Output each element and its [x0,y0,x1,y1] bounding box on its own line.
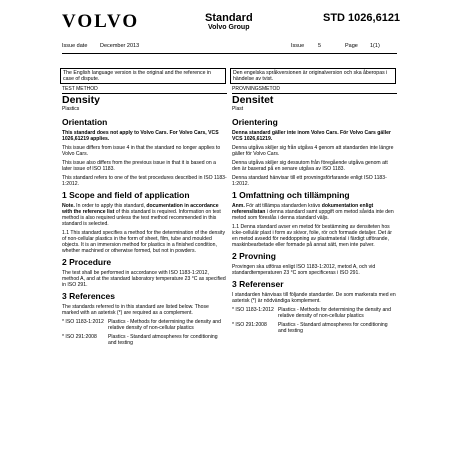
standard-label: Standard [205,12,253,24]
reference-code: * ISO 1183-1:2012 [232,307,274,313]
reference-code: * ISO 1183-1:2012 [62,319,104,325]
note-rest: of this standard is required. Information on test method is also required unless the test method recommended in this standard is selected. [62,209,221,227]
header-divider [62,53,397,54]
group-label: Volvo Group [208,24,250,31]
document-subtitle: Plastics [62,106,80,112]
paragraph: The standards referred to in this standard are listed below. Those marked with an asterisk (*) are required as a complement. [62,304,209,316]
note-rest: i denna standard samt uppgift om metod såvida inte den metod som föreslås i denna standard väljs. [232,209,394,221]
paragraph: Provingen ska utföras enligt ISO 1183-1:2012, metod A, och vid standardtemperaturen 23 °C som specificeras i ISO 291. [232,264,376,276]
note-emphasis: documentation in accordance with the reference list [62,203,219,215]
note-text: In order to apply this standard, [74,203,147,209]
section-heading-references: 3 Referenser [232,279,284,289]
reference-item [62,319,227,331]
section-heading-procedure: 2 Procedure [62,257,112,267]
section-heading-procedure: 2 Provning [232,251,276,261]
reference-title: Plastics - Standard atmospheres for conditioning and testing [108,334,218,346]
note-text: För att tillämpa standarden krävs [244,203,322,209]
note-label: Note. [62,203,75,209]
page-label: Page [345,43,358,49]
section-heading-scope: 1 Omfattning och tillämpning [232,190,350,200]
paragraph: 1.1 Denna standard avser en metod för bestämning av densiteten hos icke-cellulär plast i form av skivor, folie, rör och formade detaljer. Det är en metod avsedd för neddoppning av plastmaterial i färdigt utförande, maskinbearbetade eller formade på annat sätt, men inte pulver. [232,224,392,248]
standard-number: STD 1026,6121 [323,12,401,24]
section-heading-orientation: Orientering [232,117,278,127]
notice-box-en: The English language version is the original and the reference in case of dispute. [60,68,226,84]
note-emphasis: dokumentation enligt referenslistan [232,203,374,215]
document-title: Densitet [232,94,274,106]
reference-title: Plastics - Standard atmospheres for conditioning and testing [278,322,388,334]
orientation-notice: Denna standard gäller inte inom Volvo Cars. För Volvo Cars gäller VCS 1026,61219. [232,130,391,142]
document-subtitle: Plast [232,106,244,112]
scope-note [62,203,227,227]
paragraph: This issue also differs from the previous issue in that it is based on a later issue of ISO 1183. [62,160,216,172]
reference-item [62,334,227,346]
paragraph: 1.1 This standard specifies a method for the determination of the density of non-cellular plastics in the form of sheet, film, tube and moulded objects. It is an immersion method for plastics in a finished condition, whether machined or otherwise formed, but not in powders. [62,230,225,254]
issue-date: December 2013 [100,43,140,49]
issue-label: Issue [291,43,305,49]
scope-note [232,203,397,221]
issue-date-label: Issue date [62,43,88,49]
note-label: Anm. [232,203,245,209]
issue-number: 5 [318,43,322,49]
section-heading-scope: 1 Scope and field of application [62,190,190,200]
reference-item [232,307,397,319]
section-heading-orientation: Orientation [62,117,108,127]
volvo-logo: VOLVO [62,11,140,32]
document-title: Density [62,94,100,106]
paragraph: Denna utgåva skiljer sig från utgåva 4 genom att standarden inte längre gäller för Volvo Cars. [232,145,394,157]
paragraph: Denna standard hänvisar till ett provningsförfarande enligt ISO 1183-1:2012. [232,175,387,187]
orientation-notice: This standard does not apply to Volvo Cars. For Volvo Cars, VCS 1026,61219 applies. [62,130,219,142]
reference-title: Plastics - Methods for determining the density and relative density of non-cellular plastics [278,307,391,319]
column-header: PROVNINGSMETOD [232,86,397,94]
column-header: TEST METHOD [62,86,227,94]
paragraph: I standarden hänvisas till följande standarder. De som markerats med en asterisk (*) är nödvändiga komplement. [232,292,396,304]
paragraph: The test shall be performed in accordance with ISO 1183-1:2012, method A, and at the standard laboratory temperature 23 °C as specified in ISO 291. [62,270,226,288]
english-column [62,86,227,458]
notice-box-sv: Den engelska språkversionen är originalversion och ska åberopas i händelse av tvist. [230,68,396,84]
reference-code: * ISO 291:2008 [62,334,97,340]
paragraph: This standard refers to one of the test procedures described in ISO 1183-1:2012. [62,175,227,187]
paragraph: This issue differs from issue 4 in that the standard no longer applies to Volvo Cars. [62,145,221,157]
swedish-column [232,86,397,458]
reference-code: * ISO 291:2008 [232,322,267,328]
section-heading-references: 3 References [62,291,115,301]
reference-title: Plastics - Methods for determining the density and relative density of non-cellular plastics [108,319,221,331]
reference-item [232,322,397,334]
paragraph: Denna utgåva skiljer sig dessutom från föregående utgåva genom att den är baserad på en senare utgåva av ISO 1183. [232,160,388,172]
page-number: 1(1) [370,43,380,49]
